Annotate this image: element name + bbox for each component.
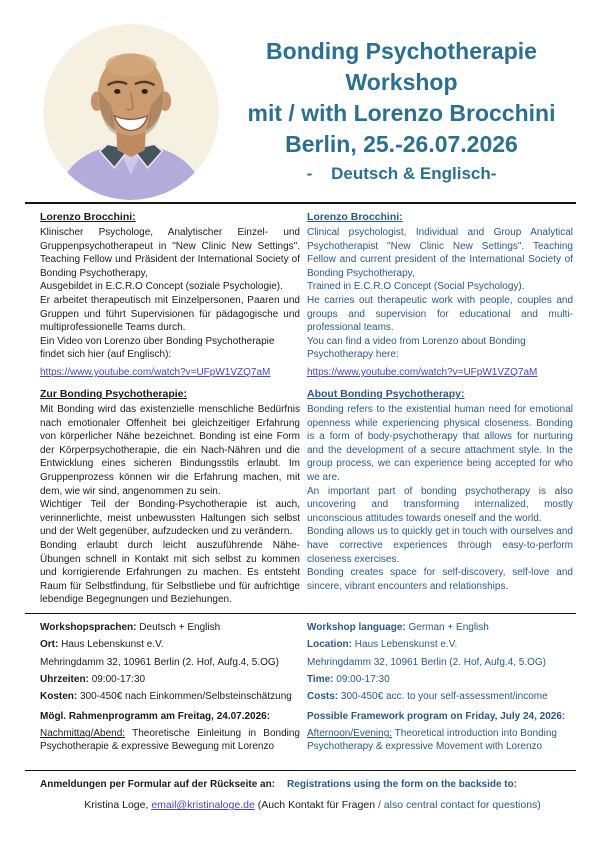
languages-label-de: Workshopsprachen: <box>40 622 137 633</box>
bio-paragraph: Er arbeitet therapeutisch mit Einzelpersonen, Paaren und Gruppen und führt Supervisionen für pädagogische und multiprofessionelle Teams durch. <box>40 294 300 334</box>
about-german <box>40 387 300 607</box>
time-line-de <box>40 673 300 687</box>
time-value-en: 09:00-17:30 <box>336 673 390 685</box>
bio-paragraph: Klinischer Psychologe, Analytischer Einzel- und Gruppenpsychotherapeut in "New Clinic New Settings". Teaching Fellow und Präsident der International Society of Bonding Psychotherapy, <box>40 227 300 279</box>
program-line-en <box>307 727 573 754</box>
location-value-de: Haus Lebenskunst e.V. <box>61 639 164 651</box>
bio-paragraph: Clinical psychologist, Individual and Group Analytical Psychotherapist "New Clinic New Settings". Teaching Fellow and current president of the International Society of Bonding Psychotherapy, <box>307 227 573 279</box>
location-value-en: Haus Lebenskunst e.V. <box>354 639 458 651</box>
contact-note-de: (Auch Kontakt für Fragen <box>257 799 376 811</box>
registration-heading-de: Anmeldungen per Formular auf der Rückseite an: <box>40 779 276 790</box>
page-title-line-4: Berlin, 25.-26.07.2026 <box>285 131 518 157</box>
languages-value-en: German + English <box>408 622 489 633</box>
page-title-line-1: Bonding Psychotherapie <box>266 38 537 64</box>
program-value-de: Theoretische Einleitung in Bonding Psychotherapie & expressive Bewegung mit Lorenzo <box>40 727 300 753</box>
costs-label-de: Kosten: <box>40 691 78 703</box>
registration-headings <box>25 779 576 790</box>
languages-value-de: Deutsch + English <box>139 622 221 633</box>
costs-value-de: 300-450€ nach Einkommen/Selbsteinschätzung <box>80 691 292 703</box>
portrait-illustration <box>43 24 219 200</box>
about-english <box>307 387 573 593</box>
address-line-de: Mehringdamm 32, 10961 Berlin (2. Hof, Aufg.4, 5.OG) <box>40 656 280 668</box>
contact-line <box>25 799 576 811</box>
registration-heading-en: Registrations using the form on the backside to: <box>287 779 518 790</box>
english-column <box>307 210 576 613</box>
page-title-line-3: mit / with Lorenzo Brocchini <box>247 100 556 126</box>
program-value-en: Theoretical introduction into Bonding Psychotherapy & expressive Movement with Lorenzo <box>307 727 557 753</box>
time-line-en <box>307 673 573 687</box>
location-label-en: Location: <box>307 639 352 651</box>
bio-paragraph: You can find a video from Lorenzo about Bonding Psychotherapy here: <box>307 335 526 361</box>
costs-line-de <box>40 690 300 704</box>
page-subtitle-languages: - Deutsch & Englisch- <box>306 164 497 183</box>
program-label-de: Nachmittag/Abend: <box>40 727 126 739</box>
costs-value-en: 300-450€ acc. to your self-assessment/income <box>340 691 548 703</box>
bio-paragraph: He carries out therapeutic work with people, couples and groups and supervision for educational and multi-professional teams. <box>307 294 573 334</box>
languages-line-de <box>40 621 300 635</box>
about-paragraph: Wichtiger Teil der Bonding-Psychotherapie ist auch, verinnerlichte, meist unbewussten Haltungen sich selbst und der Welt gegenüber, aufzudecken und zu verändern. <box>40 499 300 538</box>
program-heading-en: Possible Framework program on Friday, July 24, 2026: <box>307 710 566 722</box>
costs-label-en: Costs: <box>307 691 339 703</box>
about-paragraph: Bonding allows us to quickly get in touch with ourselves and have corrective experiences through easy-to-perform closeness exercises. <box>307 526 573 565</box>
details-german <box>25 621 307 770</box>
bio-paragraph: Ein Video von Lorenzo über Bonding Psychotherapie findet sich hier (auf Englisch): <box>40 335 275 361</box>
portrait-photo <box>43 24 219 200</box>
program-heading-de: Mögl. Rahmenprogramm am Freitag, 24.07.2026: <box>40 710 271 722</box>
page-title-line-2: Workshop <box>345 69 458 95</box>
german-column <box>25 210 307 613</box>
about-heading-en: About Bonding Psychotherapy: <box>307 388 465 400</box>
registration-section <box>25 771 576 811</box>
time-value-de: 09:00-17:30 <box>91 673 146 685</box>
bio-paragraph: Trained in E.C.R.O Concept (Social Psychology). <box>307 281 525 293</box>
location-line-en <box>307 638 573 652</box>
contact-name: Kristina Loge, <box>84 799 149 811</box>
about-heading-de: Zur Bonding Psychotherapie: <box>40 388 188 400</box>
details-english <box>307 621 576 770</box>
time-label-en: Time: <box>307 673 334 685</box>
bio-english <box>307 210 573 387</box>
header <box>25 0 576 204</box>
youtube-video-link-en[interactable]: https://www.youtube.com/watch?v=UFpW1VZQ7aM <box>307 366 538 378</box>
about-paragraph: Bonding refers to the existential human need for emotional openness while experiencing physical closeness. Bonding is a form of body-psychotherapy that allows for nurturing and the development of a secure attachment style. In the group process, we can experience being accepted for who we are. <box>307 404 573 483</box>
about-paragraph: Bonding erlaubt durch leicht auszuführende Nähe-Übungen schnell in Kontakt mit sich selbst zu kommen und korrigierende Erfahrungen zu machen. Es entsteht Raum für Selbstfindung, für Selbstliebe und für aufrichtige lebendige Begegnungen und Beziehungen. <box>40 539 300 606</box>
bio-heading-en: Lorenzo Brocchini: <box>307 211 403 223</box>
address-line-en: Mehringdamm 32, 10961 Berlin (2. Hof, Aufg.4, 5.OG) <box>307 656 547 668</box>
workshop-details-section <box>25 614 576 771</box>
about-paragraph: Bonding creates space for self-discovery, self-love and sincere, vibrant encounters and relationships. <box>307 567 573 592</box>
about-paragraph: An important part of bonding psychotherapy is also uncovering and transforming internalized, mostly unconscious attitudes towards oneself and the world. <box>307 485 573 524</box>
bio-heading-de: Lorenzo Brocchini: <box>40 211 136 223</box>
program-line-de <box>40 727 300 754</box>
main-text-section <box>25 204 576 614</box>
costs-line-en <box>307 690 573 704</box>
title-block <box>227 0 576 188</box>
about-paragraph: Mit Bonding wird das existenzielle menschliche Bedürfnis nach emotionaler Offenheit bei gleichzeitiger Erfahrung von körperlicher Nähe bezeichnet. Bonding ist eine Form der Körperpsychotherapie, die ein Nach-Nähren und die Entwicklung eines sicheren Bindungsstils erlaubt. Im Gruppenprozess können wir die Erfahrung machen, mit dem, wie wir sind, angenommen zu sein. <box>40 404 300 497</box>
location-label-de: Ort: <box>40 639 59 651</box>
youtube-video-link-de[interactable]: https://www.youtube.com/watch?v=UFpW1VZQ7aM <box>40 366 271 378</box>
languages-label-en: Workshop language: <box>307 622 406 633</box>
bio-paragraph: Ausgebildet in E.C.R.O Concept (soziale Psychologie). <box>40 281 283 293</box>
bio-german <box>40 210 300 387</box>
contact-email-link[interactable]: email@kristinaloge.de <box>151 799 255 811</box>
time-label-de: Uhrzeiten: <box>40 673 89 685</box>
program-label-en: Afternoon/Evening: <box>307 727 393 739</box>
languages-line-en <box>307 621 573 635</box>
contact-note-en: / also central contact for questions) <box>377 799 541 811</box>
location-line-de <box>40 638 300 652</box>
